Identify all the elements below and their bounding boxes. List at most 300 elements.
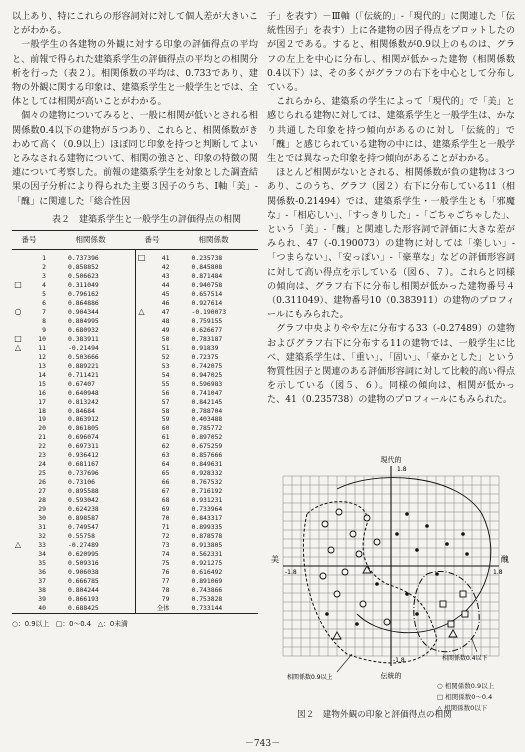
row-value: 0.675259	[191, 442, 223, 451]
row-value: 0.785772	[191, 424, 223, 433]
legend-item: □ 相関係数0～0.4	[437, 693, 493, 701]
table-row	[12, 595, 135, 604]
row-value: 0.509316	[68, 558, 99, 567]
axis-top-value: 1.8	[397, 466, 407, 473]
row-number: 18	[38, 406, 46, 415]
table-row	[12, 586, 135, 595]
row-value: 0.864886	[68, 298, 99, 307]
axis-left-value: -1.8	[285, 569, 297, 576]
table-caption: 表２ 建築系学生と一般学生の評価得点の相関	[52, 214, 242, 225]
table-row	[136, 415, 259, 424]
factor-plot	[267, 454, 515, 704]
table-row	[136, 380, 259, 389]
table-row	[136, 586, 259, 595]
paragraph: 個々の建物についてみると、一般に相関が低いとされる相関係数0.4以下の建物が５つあり、これらと、相関係数がきわめて高く（0.9以上）ほぼ同じ印象を持つと判断してよいとみなされる建物について、相関の強さと、印象の特徴の関連について考察した。前報の建築系学生を対象とした調査結果の因子分析により得られた主要３因子のうち、Ⅰ軸「美」-「醜」に関連した「総合性因	[12, 111, 258, 207]
negative-correlation-marker	[333, 632, 341, 639]
row-value: 0.72375	[191, 352, 219, 361]
row-value: 0.889221	[68, 361, 99, 370]
table-row	[12, 424, 135, 433]
row-number: 35	[38, 558, 46, 567]
row-number: 72	[161, 532, 170, 541]
circle-icon: ○	[437, 682, 443, 690]
row-value: 0.913805	[191, 541, 223, 550]
label-low-correlation: 相関係数0.4以下	[442, 655, 488, 662]
table-row	[12, 281, 135, 290]
row-number: 71	[161, 523, 170, 532]
table-row	[12, 523, 135, 532]
row-value: 0.680932	[68, 325, 99, 334]
row-number: 27	[38, 487, 46, 496]
table-legend: ○：0.9以上 □：0～0.4 △：0未満	[12, 619, 128, 628]
row-value: 0.403488	[191, 415, 223, 424]
row-value: 0.899335	[191, 523, 223, 532]
row-number: 54	[161, 370, 170, 379]
table-row	[136, 460, 259, 469]
row-number: 58	[161, 406, 170, 415]
header-correlation: 相関係数	[75, 234, 106, 244]
high-correlation-marker	[336, 509, 342, 515]
row-number: 12	[38, 352, 46, 361]
label-high-correlation: 相関係数0.9以上	[287, 674, 333, 681]
table-row	[136, 433, 259, 442]
table-row	[12, 263, 135, 272]
building-point	[325, 612, 329, 616]
row-marker: □	[14, 333, 22, 343]
row-marker: △	[138, 306, 145, 316]
table-row	[12, 550, 135, 559]
row-number: 51	[161, 343, 170, 352]
row-value: 0.741047	[191, 388, 223, 397]
table-row	[12, 568, 135, 577]
row-value: 0.788704	[191, 406, 223, 415]
table-row	[136, 451, 259, 460]
row-number: 62	[161, 442, 170, 451]
table-row	[12, 514, 135, 523]
row-value: 0.743866	[191, 585, 223, 594]
row-value: 0.759155	[191, 316, 223, 325]
row-value: -0.27489	[68, 541, 99, 550]
table-row	[12, 299, 135, 308]
row-number: 21	[38, 433, 46, 442]
row-number: 63	[161, 451, 170, 460]
table-row	[136, 398, 259, 407]
row-value: 0.857666	[191, 451, 223, 460]
low-correlation-marker	[462, 611, 468, 617]
table-row	[12, 442, 135, 451]
leader-line	[337, 654, 352, 672]
row-value: 0.895588	[68, 487, 99, 496]
building-point	[465, 552, 469, 556]
row-number: 7	[42, 307, 46, 316]
building-point	[445, 542, 449, 546]
row-number: 68	[161, 496, 170, 505]
row-number: 14	[38, 370, 46, 379]
row-number: 49	[161, 325, 170, 334]
row-value: 0.897052	[191, 433, 223, 442]
paragraph: グラフ中央よりやや左に分布する33（-0.27489）の建物およびグラフ右下に分布する11の建物では、一般学生に比べ、建築系学生は、「重い」、「固い」、「豪かとした」という物質性因子と関連のある評価形容詞に対して比較的高い得点を示している（図５、６）。同様の傾向は、相関が低かった、41（0.235738）の建物のプロフィールにもみられた。	[267, 324, 515, 406]
row-number: 28	[38, 496, 46, 505]
table-row	[136, 577, 259, 586]
table-row	[12, 272, 135, 281]
high-correlation-marker	[322, 521, 328, 527]
legend-item: △ 相関係数0以下	[437, 704, 488, 712]
table-row	[136, 299, 259, 308]
row-value: 0.596983	[191, 379, 223, 388]
row-value: 0.866193	[68, 594, 99, 603]
row-marker: □	[14, 279, 22, 289]
table-row	[136, 469, 259, 478]
row-value: 0.891069	[191, 576, 223, 585]
table-row	[136, 532, 259, 541]
row-number: 76	[161, 567, 170, 576]
table-row	[12, 496, 135, 505]
table-row	[136, 272, 259, 281]
paragraph: 子」を表す）－Ⅲ軸（「伝統的」-「現代的」に関連した「伝統性因子」を表す）上に各建物の因子得点をプロットしたのが図２である。すると、相関係数が0.9以上のものは、グラフの左上を中心に分布し、相関が低かった建物（相関係数0.4以下）は、その多くがグラフの右下を中心として分布している。	[267, 12, 515, 94]
table-row	[12, 604, 135, 613]
row-number: 19	[38, 415, 46, 424]
table-row	[12, 326, 135, 335]
row-number: 41	[161, 254, 170, 263]
row-number: 1	[42, 254, 46, 263]
row-number: 4	[42, 280, 46, 289]
row-number: 17	[38, 397, 46, 406]
row-marker: ○	[14, 306, 22, 316]
high-correlation-marker	[334, 591, 340, 597]
table-row	[136, 487, 259, 496]
table-row	[12, 451, 135, 460]
paragraph: 以上あり、特にこれらの形容詞対に対して個人差が大きいことがわかる。	[12, 12, 258, 37]
high-correlation-marker	[356, 551, 362, 557]
row-value: 0.626677	[191, 325, 223, 334]
table-row	[12, 407, 135, 416]
row-value: 0.940758	[191, 280, 223, 289]
row-number: 全体	[156, 603, 170, 612]
row-value: 0.921275	[191, 558, 223, 567]
row-number: 26	[38, 478, 46, 487]
right-column	[267, 10, 515, 408]
row-number: 60	[161, 424, 170, 433]
header-number: 番号	[144, 234, 160, 244]
row-number: 61	[161, 433, 170, 442]
row-number: 45	[161, 289, 170, 298]
row-number: 23	[38, 451, 46, 460]
table-row	[136, 389, 259, 398]
table-row	[12, 371, 135, 380]
leader-line	[472, 639, 477, 652]
high-correlation-marker	[384, 619, 390, 625]
table-row	[12, 353, 135, 362]
row-number: 8	[42, 316, 46, 325]
row-value: 0.871484	[191, 271, 223, 280]
row-number: 52	[161, 352, 170, 361]
row-value: 0.804244	[68, 585, 99, 594]
table-row	[136, 514, 259, 523]
row-number: 78	[161, 585, 170, 594]
row-number: 66	[161, 478, 170, 487]
row-number: 44	[161, 280, 170, 289]
table-row	[136, 505, 259, 514]
building-point	[395, 532, 399, 536]
row-value: 0.697311	[68, 442, 99, 451]
row-value: 0.753828	[191, 594, 223, 603]
row-value: 0.737396	[68, 254, 99, 263]
row-value: 0.858852	[68, 263, 99, 272]
table-row	[136, 550, 259, 559]
table-row	[136, 604, 259, 613]
triangle-icon: △	[437, 704, 442, 712]
table-row	[136, 335, 259, 344]
row-value: 0.657514	[191, 289, 223, 298]
row-value: 0.845808	[191, 263, 223, 272]
row-value: -0.21494	[68, 343, 99, 352]
row-number: 2	[42, 263, 46, 272]
header-correlation: 相関係数	[198, 234, 229, 244]
row-number: 36	[38, 567, 46, 576]
table-row	[136, 424, 259, 433]
table-row	[136, 317, 259, 326]
row-number: 30	[38, 514, 46, 523]
table-row	[136, 523, 259, 532]
row-value: 0.503666	[68, 352, 99, 361]
row-marker: △	[14, 540, 22, 550]
high-correlation-marker	[364, 515, 370, 521]
table-row	[12, 389, 135, 398]
row-value: 0.716192	[191, 487, 223, 496]
table-row	[136, 281, 259, 290]
table-row	[12, 460, 135, 469]
row-value: 0.666785	[68, 576, 99, 585]
axis-bottom-value: -1.8	[393, 657, 405, 664]
building-point	[405, 592, 409, 596]
row-value: -0.190073	[191, 307, 227, 316]
row-number: 10	[38, 334, 46, 343]
table-row	[12, 290, 135, 299]
row-value: 0.928332	[191, 469, 223, 478]
row-number: 65	[161, 469, 170, 478]
axis-right-label: 醜	[501, 555, 509, 564]
row-value: 0.878578	[191, 532, 223, 541]
row-value: 0.711421	[68, 370, 99, 379]
table-row	[12, 362, 135, 371]
row-value: 0.804995	[68, 316, 99, 325]
row-number: 69	[161, 505, 170, 514]
table-row	[12, 415, 135, 424]
row-number: 55	[161, 379, 170, 388]
row-number: 64	[161, 460, 170, 469]
table-row	[136, 254, 259, 263]
building-point	[355, 622, 359, 626]
low-correlation-marker	[448, 621, 454, 627]
table-left-half	[12, 250, 135, 613]
row-value: 0.742075	[191, 361, 223, 370]
row-number: 37	[38, 576, 46, 585]
row-value: 0.904344	[68, 307, 99, 316]
correlation-table	[12, 230, 258, 614]
cluster-low-boundary	[414, 571, 479, 651]
high-correlation-marker	[350, 531, 356, 537]
table-row	[12, 478, 135, 487]
row-marker: △	[14, 342, 22, 352]
row-number: 13	[38, 361, 46, 370]
row-number: 29	[38, 505, 46, 514]
table-row	[12, 532, 135, 541]
building-point	[435, 572, 439, 576]
low-correlation-marker	[460, 591, 466, 597]
high-correlation-marker	[320, 573, 326, 579]
axis-top-label: 現代的	[380, 456, 402, 464]
paragraph: ほとんど相関がないとされる、相関係数が負の建物は３つあり、このうち、グラフ（図２）右下に分布している11（相関係数-0.21494）では、建築系学生・一般学生とも「邪魔な」-「相応しい」、「すっきりした」-「ごちゃごちゃした」、という「美」-「醜」と関連した形容詞で評価に大きな差がみられ、47（-0.190073）の建物に対しては「楽しい」-「つまらない」、「安っぽい」-「豪華な」などの評価形容詞に対して高い得点を示している（図６、７）。これらと同様の傾向は、グラフ右下に分布し相関が低かった建物番号４（0.311049）、建物番号10（0.383911）の建物のプロフィールにもみられた。	[267, 168, 516, 321]
row-value: 0.947025	[191, 370, 223, 379]
row-value: 0.767532	[191, 478, 223, 487]
row-number: 75	[161, 558, 170, 567]
row-value: 0.688425	[68, 603, 99, 612]
row-value: 0.640948	[68, 388, 99, 397]
building-point	[375, 582, 379, 586]
row-value: 0.73106	[68, 478, 95, 487]
table-row	[136, 326, 259, 335]
axis-bottom-label: 伝統的	[380, 672, 402, 680]
row-number: 25	[38, 469, 46, 478]
row-value: 0.562331	[191, 550, 223, 559]
row-value: 0.898587	[68, 514, 99, 523]
row-marker: □	[137, 253, 146, 263]
low-correlation-marker	[440, 601, 446, 607]
row-number: 56	[161, 388, 170, 397]
high-correlation-marker	[342, 569, 348, 575]
row-value: 0.311049	[68, 280, 99, 289]
header-number: 番号	[21, 234, 37, 244]
table-row	[136, 559, 259, 568]
table-row	[12, 254, 135, 263]
table-row	[12, 505, 135, 514]
row-value: 0.235738	[191, 254, 223, 263]
row-number: 9	[42, 325, 46, 334]
table-row	[136, 344, 259, 353]
table-row	[12, 433, 135, 442]
row-value: 0.863912	[68, 415, 99, 424]
high-correlation-marker	[360, 601, 366, 607]
table-row	[136, 478, 259, 487]
high-correlation-marker	[374, 539, 380, 545]
row-value: 0.91839	[191, 343, 219, 352]
row-value: 0.906038	[68, 567, 99, 576]
row-number: 57	[161, 397, 170, 406]
row-number: 67	[161, 487, 170, 496]
row-value: 0.927614	[191, 298, 223, 307]
row-value: 0.593042	[68, 496, 99, 505]
row-number: 48	[161, 316, 170, 325]
paragraph: 一般学生の各建物の外観に対する印象の評価得点の平均と、前報で得られた建築系学生の評価得点の平均との相関分析を行った（表２）。相関係数の平均は、0.733であり、建物の外観に関する印象は、建築系学生と一般学生とでは、全体としては相関が高いことがわかる。	[12, 40, 258, 108]
axis-right-value: 1.8	[493, 569, 503, 576]
row-value: 0.733144	[191, 603, 223, 612]
building-point	[415, 612, 419, 616]
row-value: 0.696074	[68, 433, 99, 442]
legend-item: ○ 相関係数0.9以上	[437, 682, 495, 690]
row-value: 0.84684	[68, 406, 95, 415]
row-number: 3	[42, 271, 46, 280]
row-number: 70	[161, 514, 170, 523]
row-number: 34	[38, 550, 46, 559]
row-value: 0.624238	[68, 505, 99, 514]
row-value: 0.733964	[191, 505, 223, 514]
row-number: 40	[38, 603, 46, 612]
table-row	[12, 344, 135, 353]
table-row	[136, 496, 259, 505]
row-number: 38	[38, 585, 46, 594]
figure-caption: 図２ 建物外観の印象と評価得点の相関	[297, 710, 452, 720]
row-value: 0.506623	[68, 271, 99, 280]
table-row	[136, 353, 259, 362]
table-row	[136, 541, 259, 550]
table-row	[136, 290, 259, 299]
row-number: 24	[38, 460, 46, 469]
row-value: 0.681167	[68, 460, 99, 469]
row-value: 0.383911	[68, 334, 99, 343]
page-number: －743－	[244, 739, 281, 749]
table-row	[12, 317, 135, 326]
row-number: 32	[38, 532, 46, 541]
negative-correlation-marker	[449, 630, 457, 637]
negative-correlation-marker	[363, 566, 371, 573]
row-number: 79	[161, 594, 170, 603]
table-row	[136, 568, 259, 577]
row-value: 0.67407	[68, 379, 95, 388]
row-number: 73	[161, 541, 170, 550]
table-row	[12, 541, 135, 550]
row-number: 22	[38, 442, 46, 451]
row-value: 0.931231	[191, 496, 223, 505]
row-value: 0.861805	[68, 424, 99, 433]
row-number: 20	[38, 424, 46, 433]
row-value: 0.813242	[68, 397, 99, 406]
row-number: 15	[38, 379, 46, 388]
paragraph: これらから、建築系の学生によって「現代的」で「美」と感じられる建物に対しては、建築系学生と一般学生は、かなり共通した印象を持つ傾向があるのに対し「伝統的」で「醜」と感じられている建物の中には、建築系学生と一般学生とでは異なった印象を持つ傾向があることがわかる。	[267, 97, 515, 165]
table-row	[136, 595, 259, 604]
table-header	[12, 231, 258, 250]
building-point	[461, 532, 465, 536]
table-row	[136, 308, 259, 317]
table-row	[136, 442, 259, 451]
square-icon: □	[437, 693, 444, 701]
figure-2	[267, 454, 515, 724]
row-value: 0.849631	[191, 460, 223, 469]
table-row	[12, 487, 135, 496]
row-value: 0.783187	[191, 334, 223, 343]
table-row	[12, 577, 135, 586]
row-number: 53	[161, 361, 170, 370]
row-number: 77	[161, 576, 170, 585]
row-number: 39	[38, 594, 46, 603]
building-point	[405, 512, 409, 516]
table-right-half	[135, 250, 259, 613]
table-row	[12, 559, 135, 568]
table-row	[12, 469, 135, 478]
row-value: 0.796162	[68, 289, 99, 298]
table-row	[136, 362, 259, 371]
row-number: 6	[42, 298, 46, 307]
row-number: 31	[38, 523, 46, 532]
row-number: 59	[161, 415, 170, 424]
row-number: 33	[38, 541, 46, 550]
left-column	[12, 10, 258, 631]
row-number: 46	[161, 298, 170, 307]
row-number: 43	[161, 271, 170, 280]
table-row	[12, 335, 135, 344]
axis-left-label: 美	[271, 555, 279, 564]
row-value: 0.936412	[68, 451, 99, 460]
high-correlation-marker	[328, 547, 334, 553]
row-number: 5	[42, 289, 46, 298]
